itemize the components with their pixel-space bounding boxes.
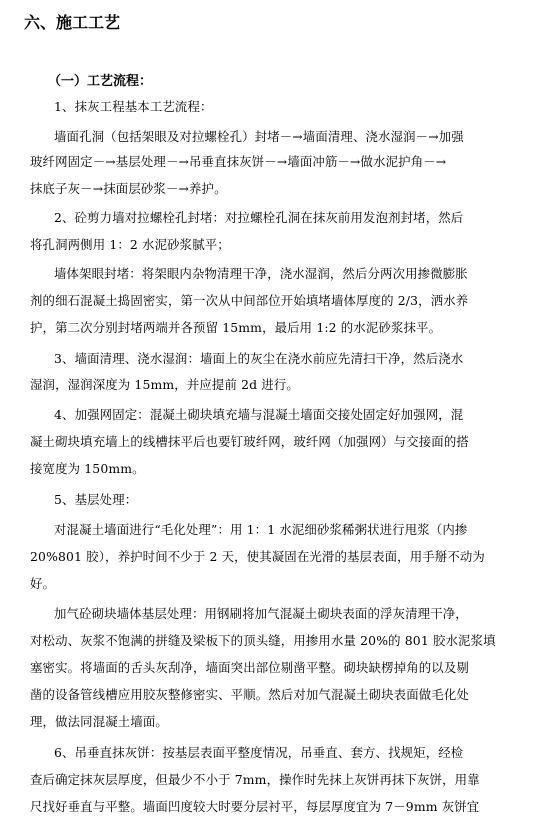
section-title: 六、施工工艺	[24, 13, 121, 32]
paragraph-line: 5、基层处理：	[54, 492, 138, 507]
paragraph-line: 接宽度为 150mm。	[30, 461, 145, 476]
paragraph-line: 墙面孔洞（包括架眼及对拉螺栓孔）封堵－→墙面清理、浇水湿润－→加强	[54, 129, 464, 144]
paragraph-line: 3、墙面清理、浇水湿润：墙面上的灰尘在浇水前应先清扫干净，然后浇水	[54, 351, 464, 366]
paragraph-line: 墙体架眼封堵：将架眼内杂物清理干净，浇水湿润，然后分两次用掺微膨胀	[54, 266, 468, 281]
paragraph-line: 2、砼剪力墙对拉螺栓孔封堵：对拉螺栓孔洞在抹灰前用发泡剂封堵，然后	[54, 210, 464, 225]
paragraph-line: 1、抹灰工程基本工艺流程：	[54, 99, 213, 114]
paragraph-line: 对松动、灰浆不饱满的拼缝及梁板下的顶头缝，用掺用水量 20%的 801 胶水泥浆填	[30, 633, 496, 648]
paragraph-line: 对混凝土墙面进行“毛化处理”：用 1：1 水泥细砂浆稀粥状进行甩浆（内掺	[54, 522, 468, 537]
subsection-title: （一）工艺流程：	[48, 74, 153, 89]
paragraph-line: 凝土砌块填充墙上的线槽抹平后也要钉玻纤网，玻纤网（加强网）与交接面的搭	[30, 434, 469, 449]
paragraph-line: 剂的细石混凝土捣固密实，第一次从中间部位开始填堵墙体厚度的 2/3，洒水养	[30, 293, 469, 308]
paragraph-line: 抹底子灰－→抹面层砂浆－→养护。	[30, 181, 227, 196]
paragraph-line: 护，第二次分别封堵两端并各预留 15mm，最后用 1:2 的水泥砂浆抹平。	[30, 320, 442, 335]
paragraph-line: 6、吊垂直抹灰饼：按基层表面平整度情况，吊垂直、套方、找规矩，经检	[54, 745, 464, 760]
paragraph-line: 将孔洞两侧用 1：2 水泥砂浆腻平；	[30, 237, 230, 252]
paragraph-line: 20%801 胶），养护时间不少于 2 天，使其凝固在光滑的基层表面，用手掰不动为	[30, 549, 485, 564]
paragraph-line: 查后确定抹灰层厚度，但最少不小于 7mm，操作时先抹上灰饼再抹下灰饼，用靠	[30, 772, 480, 787]
paragraph-line: 尺找好垂直与平整。墙面凹度较大时要分层衬平，每层厚度宜为 7－9mm 灰饼宜	[30, 799, 480, 814]
paragraph-line: 加气砼砌块墙体基层处理：用钢刷将加气混凝土砌块表面的浮灰清理干净，	[54, 606, 468, 621]
paragraph-line: 4、加强网固定：混凝土砌块填充墙与混凝土墙面交接处固定好加强网，混	[54, 407, 464, 422]
paragraph-line: 凿的设备管线槽应用胶灰整修密实、平顺。然后对加气混凝土砌块表面做毛化处	[30, 687, 469, 702]
paragraph-line: 塞密实。将墙面的舌头灰刮净，墙面突出部位剔凿平整。砌块缺楞掉角的以及剔	[30, 660, 469, 675]
paragraph-line: 好。	[30, 576, 56, 591]
paragraph-line: 理，做法同混凝土墙面。	[30, 714, 168, 729]
paragraph-line: 湿润，湿润深度为 15mm，并应提前 2d 进行。	[30, 377, 299, 392]
paragraph-line: 玻纤网固定－→基层处理－→吊垂直抹灰饼－→墙面冲筋－→做水泥护角－→	[30, 154, 447, 169]
